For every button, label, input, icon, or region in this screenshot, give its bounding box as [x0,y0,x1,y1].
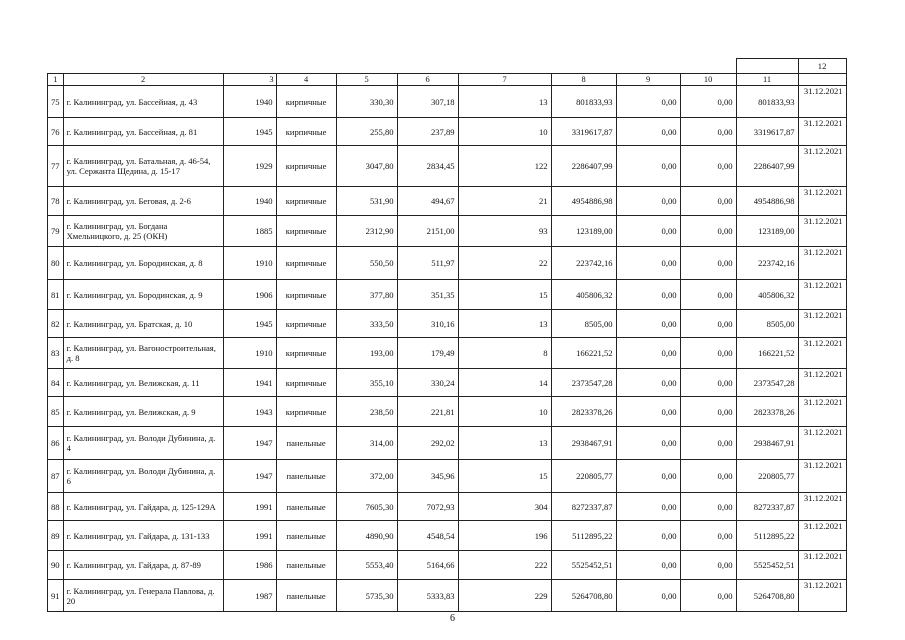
completion-date-cell: 31.12.2021 [798,338,846,369]
wall-material-cell: кирпичные [276,86,336,118]
wall-material-cell: панельные [276,580,336,612]
amount-9-cell: 0,00 [616,187,680,216]
wall-material-cell: кирпичные [276,247,336,280]
total-area-cell: 4890,90 [336,521,397,551]
amount-total-cell: 2373547,28 [551,369,616,397]
amount-10-cell: 0,00 [680,460,736,493]
amount-9-cell: 0,00 [616,247,680,280]
amount-total-cell: 5264708,80 [551,580,616,612]
row-number-cell: 90 [48,551,64,580]
wall-material-cell: кирпичные [276,146,336,187]
row-number-cell: 86 [48,427,64,460]
amount-9-cell: 0,00 [616,493,680,521]
build-year-cell: 1947 [223,427,276,460]
amount-10-cell: 0,00 [680,187,736,216]
amount-9-cell: 0,00 [616,460,680,493]
living-area-cell: 307,18 [397,86,458,118]
amount-11-cell: 405806,32 [736,280,798,310]
amount-total-cell: 405806,32 [551,280,616,310]
amount-11-cell: 5525452,51 [736,551,798,580]
col-2-number: 2 [63,74,223,86]
amount-total-cell: 8505,00 [551,310,616,338]
living-area-cell: 2151,00 [397,216,458,247]
address-cell: г. Калининград, ул. Бородинская, д. 9 [63,280,223,310]
build-year-cell: 1991 [223,521,276,551]
row-number-cell: 87 [48,460,64,493]
completion-date-cell: 31.12.2021 [798,280,846,310]
amount-9-cell: 0,00 [616,521,680,551]
col-12-number-cell: 12 [798,59,846,74]
col-11-spacer-cell [736,59,798,74]
residents-cell: 22 [458,247,551,280]
amount-9-cell: 0,00 [616,216,680,247]
amount-10-cell: 0,00 [680,580,736,612]
amount-10-cell: 0,00 [680,397,736,427]
col-1-number: 1 [48,74,64,86]
table-row [48,146,847,187]
amount-10-cell: 0,00 [680,493,736,521]
amount-11-cell: 2373547,28 [736,369,798,397]
amount-total-cell: 5525452,51 [551,551,616,580]
amount-9-cell: 0,00 [616,118,680,146]
amount-9-cell: 0,00 [616,369,680,397]
total-area-cell: 5553,40 [336,551,397,580]
row-number-cell: 84 [48,369,64,397]
total-area-cell: 314,00 [336,427,397,460]
amount-total-cell: 2938467,91 [551,427,616,460]
column-numbers-row [48,74,847,86]
address-cell: г. Калининград, ул. Братская, д. 10 [63,310,223,338]
living-area-cell: 237,89 [397,118,458,146]
amount-total-cell: 2823378,26 [551,397,616,427]
amount-11-cell: 220805,77 [736,460,798,493]
table-row [48,369,847,397]
build-year-cell: 1987 [223,580,276,612]
residents-cell: 304 [458,493,551,521]
build-year-cell: 1910 [223,338,276,369]
amount-10-cell: 0,00 [680,521,736,551]
living-area-cell: 221,81 [397,397,458,427]
amount-total-cell: 166221,52 [551,338,616,369]
completion-date-cell: 31.12.2021 [798,216,846,247]
row-number-cell: 80 [48,247,64,280]
wall-material-cell: панельные [276,493,336,521]
completion-date-cell: 31.12.2021 [798,551,846,580]
amount-total-cell: 220805,77 [551,460,616,493]
amount-total-cell: 801833,93 [551,86,616,118]
living-area-cell: 511,97 [397,247,458,280]
build-year-cell: 1906 [223,280,276,310]
wall-material-cell: панельные [276,521,336,551]
row-number-cell: 76 [48,118,64,146]
amount-9-cell: 0,00 [616,427,680,460]
amount-11-cell: 166221,52 [736,338,798,369]
amount-10-cell: 0,00 [680,280,736,310]
address-cell: г. Калининград, ул. Бассейная, д. 81 [63,118,223,146]
build-year-cell: 1941 [223,369,276,397]
amount-11-cell: 2286407,99 [736,146,798,187]
amount-10-cell: 0,00 [680,216,736,247]
amount-9-cell: 0,00 [616,146,680,187]
wall-material-cell: кирпичные [276,310,336,338]
completion-date-cell: 31.12.2021 [798,521,846,551]
col-12-number-empty [798,74,846,86]
build-year-cell: 1986 [223,551,276,580]
build-year-cell: 1940 [223,86,276,118]
residents-cell: 15 [458,280,551,310]
address-cell: г. Калининград, ул. Гайдара, д. 125-129А [63,493,223,521]
amount-9-cell: 0,00 [616,280,680,310]
address-cell: г. Калининград, ул. Бородинская, д. 8 [63,247,223,280]
col-9-number: 9 [616,74,680,86]
col-6-number: 6 [397,74,458,86]
amount-11-cell: 2938467,91 [736,427,798,460]
amount-10-cell: 0,00 [680,369,736,397]
wall-material-cell: кирпичные [276,216,336,247]
row-number-cell: 75 [48,86,64,118]
address-cell: г. Калининград, ул. Володи Дубинина, д. 4 [63,427,223,460]
amount-10-cell: 0,00 [680,338,736,369]
amount-10-cell: 0,00 [680,247,736,280]
build-year-cell: 1885 [223,216,276,247]
col-5-number: 5 [336,74,397,86]
living-area-cell: 292,02 [397,427,458,460]
address-cell: г. Калининград, ул. Велижская, д. 9 [63,397,223,427]
table-row [48,310,847,338]
total-area-cell: 377,80 [336,280,397,310]
total-area-cell: 3047,80 [336,146,397,187]
table-row [48,397,847,427]
residents-cell: 13 [458,427,551,460]
table-row [48,187,847,216]
amount-10-cell: 0,00 [680,551,736,580]
amount-total-cell: 223742,16 [551,247,616,280]
col-8-number: 8 [551,74,616,86]
build-year-cell: 1929 [223,146,276,187]
completion-date-cell: 31.12.2021 [798,146,846,187]
address-cell: г. Калининград, ул. Вагоностроительная, д. 8 [63,338,223,369]
wall-material-cell: панельные [276,551,336,580]
total-area-cell: 372,00 [336,460,397,493]
wall-material-cell: кирпичные [276,369,336,397]
amount-11-cell: 2823378,26 [736,397,798,427]
amount-10-cell: 0,00 [680,427,736,460]
amount-total-cell: 2286407,99 [551,146,616,187]
completion-date-cell: 31.12.2021 [798,397,846,427]
amount-9-cell: 0,00 [616,551,680,580]
amount-9-cell: 0,00 [616,86,680,118]
completion-date-cell: 31.12.2021 [798,247,846,280]
row-number-cell: 79 [48,216,64,247]
total-area-cell: 531,90 [336,187,397,216]
build-year-cell: 1943 [223,397,276,427]
amount-10-cell: 0,00 [680,118,736,146]
build-year-cell: 1945 [223,310,276,338]
amount-11-cell: 5112895,22 [736,521,798,551]
amount-10-cell: 0,00 [680,86,736,118]
address-cell: г. Калининград, ул. Батальная, д. 46-54, ул. Сержанта Щедина, д. 15-17 [63,146,223,187]
amount-11-cell: 3319617,87 [736,118,798,146]
row-number-cell: 91 [48,580,64,612]
living-area-cell: 494,67 [397,187,458,216]
amount-11-cell: 123189,00 [736,216,798,247]
total-area-cell: 550,50 [336,247,397,280]
row-number-cell: 88 [48,493,64,521]
address-cell: г. Калининград, ул. Бассейная, д. 43 [63,86,223,118]
row-number-cell: 78 [48,187,64,216]
wall-material-cell: кирпичные [276,338,336,369]
living-area-cell: 5164,66 [397,551,458,580]
table-row [48,551,847,580]
residents-cell: 122 [458,146,551,187]
completion-date-cell: 31.12.2021 [798,427,846,460]
residents-cell: 14 [458,369,551,397]
amount-9-cell: 0,00 [616,310,680,338]
amount-9-cell: 0,00 [616,580,680,612]
completion-date-cell: 31.12.2021 [798,187,846,216]
row-number-cell: 89 [48,521,64,551]
residents-cell: 10 [458,397,551,427]
total-area-cell: 193,00 [336,338,397,369]
build-year-cell: 1947 [223,460,276,493]
col-7-number: 7 [458,74,551,86]
residents-cell: 15 [458,460,551,493]
address-cell: г. Калининград, ул. Гайдара, д. 87-89 [63,551,223,580]
address-cell: г. Калининград, ул. Володи Дубинина, д. 6 [63,460,223,493]
amount-11-cell: 801833,93 [736,86,798,118]
living-area-cell: 179,49 [397,338,458,369]
total-area-cell: 255,80 [336,118,397,146]
total-area-cell: 7605,30 [336,493,397,521]
wall-material-cell: кирпичные [276,397,336,427]
residents-cell: 229 [458,580,551,612]
amount-total-cell: 3319617,87 [551,118,616,146]
amount-11-cell: 8505,00 [736,310,798,338]
completion-date-cell: 31.12.2021 [798,580,846,612]
amount-total-cell: 4954886,98 [551,187,616,216]
amount-total-cell: 5112895,22 [551,521,616,551]
col-11-number: 11 [736,74,798,86]
residents-cell: 13 [458,86,551,118]
table-row [48,338,847,369]
wall-material-cell: кирпичные [276,187,336,216]
col-10-number: 10 [680,74,736,86]
row-number-cell: 81 [48,280,64,310]
page-number: 6 [450,613,455,624]
housing-register-table [47,58,847,612]
residents-cell: 222 [458,551,551,580]
amount-10-cell: 0,00 [680,146,736,187]
build-year-cell: 1910 [223,247,276,280]
table-row [48,427,847,460]
amount-10-cell: 0,00 [680,310,736,338]
living-area-cell: 310,16 [397,310,458,338]
amount-9-cell: 0,00 [616,338,680,369]
build-year-cell: 1991 [223,493,276,521]
address-cell: г. Калининград, ул. Богдана Хмельницкого, д. 25 (ОКН) [63,216,223,247]
wall-material-cell: кирпичные [276,280,336,310]
total-area-cell: 330,30 [336,86,397,118]
address-cell: г. Калининград, ул. Беговая, д. 2-6 [63,187,223,216]
completion-date-cell: 31.12.2021 [798,460,846,493]
residents-cell: 8 [458,338,551,369]
living-area-cell: 2834,45 [397,146,458,187]
living-area-cell: 351,35 [397,280,458,310]
total-area-cell: 2312,90 [336,216,397,247]
amount-9-cell: 0,00 [616,397,680,427]
wall-material-cell: кирпичные [276,118,336,146]
address-cell: г. Калининград, ул. Гайдара, д. 131-133 [63,521,223,551]
residents-cell: 13 [458,310,551,338]
completion-date-cell: 31.12.2021 [798,86,846,118]
residents-cell: 93 [458,216,551,247]
table-row [48,580,847,612]
amount-total-cell: 123189,00 [551,216,616,247]
table-row [48,493,847,521]
address-cell: г. Калининград, ул. Генерала Павлова, д. 20 [63,580,223,612]
living-area-cell: 4548,54 [397,521,458,551]
row-number-cell: 85 [48,397,64,427]
completion-date-cell: 31.12.2021 [798,369,846,397]
table-row [48,460,847,493]
residents-cell: 10 [458,118,551,146]
table-row [48,247,847,280]
living-area-cell: 330,24 [397,369,458,397]
amount-11-cell: 223742,16 [736,247,798,280]
living-area-cell: 5333,83 [397,580,458,612]
row-number-cell: 82 [48,310,64,338]
table-row [48,86,847,118]
wall-material-cell: панельные [276,460,336,493]
residents-cell: 21 [458,187,551,216]
amount-total-cell: 8272337,87 [551,493,616,521]
build-year-cell: 1945 [223,118,276,146]
completion-date-cell: 31.12.2021 [798,118,846,146]
amount-11-cell: 8272337,87 [736,493,798,521]
completion-date-cell: 31.12.2021 [798,493,846,521]
wall-material-cell: панельные [276,427,336,460]
col-3-number: 3 [223,74,276,86]
table-row [48,216,847,247]
header-strip-row [48,59,847,74]
table-row [48,280,847,310]
living-area-cell: 345,96 [397,460,458,493]
address-cell: г. Калининград, ул. Велижская, д. 11 [63,369,223,397]
amount-11-cell: 4954886,98 [736,187,798,216]
col-4-number: 4 [276,74,336,86]
row-number-cell: 77 [48,146,64,187]
amount-11-cell: 5264708,80 [736,580,798,612]
residents-cell: 196 [458,521,551,551]
completion-date-cell: 31.12.2021 [798,310,846,338]
total-area-cell: 355,10 [336,369,397,397]
table-row [48,118,847,146]
build-year-cell: 1940 [223,187,276,216]
total-area-cell: 238,50 [336,397,397,427]
row-number-cell: 83 [48,338,64,369]
total-area-cell: 5735,30 [336,580,397,612]
table-row [48,521,847,551]
living-area-cell: 7072,93 [397,493,458,521]
total-area-cell: 333,50 [336,310,397,338]
